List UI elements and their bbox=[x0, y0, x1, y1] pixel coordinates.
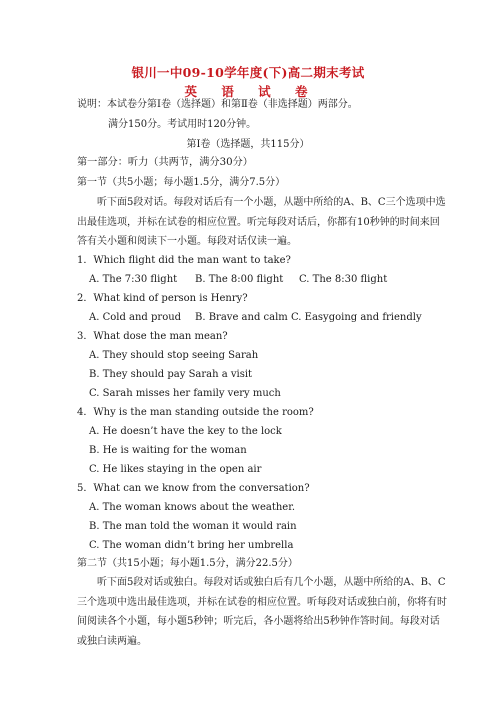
question-5-option-c: C. The woman didn’t bring her umbrella bbox=[89, 540, 294, 551]
question-5-option-b: B. The man told the woman it would rain bbox=[89, 521, 297, 532]
question-5-stem: 5．What can we know from the conversation? bbox=[77, 483, 310, 494]
section-one-heading: 第一节（共5小题；每小题1.5分，满分7.5分） bbox=[77, 177, 286, 188]
section-two-instructions: 听下面5段对话或独白。每段对话或独白后有几个小题，从题中所给的A、B、C三个选项中选出最佳选项，并标在试卷的相应位置。听每段对话或独白前，你将有时间阅读各个小题，每小题5秒钟；听完后，各小题将给出5秒钟作答时间。每段对话或独白读两遍。 bbox=[77, 577, 447, 647]
question-2-option-c: C. Easygoing and friendly bbox=[291, 312, 422, 323]
volume-one-heading: 第Ⅰ卷（选择题，共115分） bbox=[186, 139, 310, 150]
question-1-option-b: B. The 8:00 flight bbox=[195, 274, 284, 285]
intro-line-1: 说明：本试卷分第Ⅰ卷（选择题）和第Ⅱ卷（非选择题）两部分。 bbox=[77, 99, 358, 110]
question-5-option-a: A. The woman knows about the weather. bbox=[89, 502, 296, 513]
question-4-option-c: C. He likes staying in the open air bbox=[89, 464, 262, 475]
exam-title: 银川一中09-10学年度(下)高二期末考试 bbox=[131, 65, 365, 80]
section-two-heading: 第二节（共15小题；每小题1.5分，满分22.5分） bbox=[77, 558, 298, 569]
question-3-option-b: B. They should pay Sarah a visit bbox=[89, 369, 253, 380]
question-4-stem: 4．Why is the man standing outside the room? bbox=[77, 407, 314, 418]
question-4-option-a: A. He doesn’t have the key to the lock bbox=[89, 426, 282, 437]
intro-line-2: 满分150分。考试用时120分钟。 bbox=[108, 119, 257, 130]
question-4-option-b: B. He is waiting for the woman bbox=[89, 445, 247, 456]
question-3-option-a: A. They should stop seeing Sarah bbox=[89, 350, 259, 361]
section-one-instructions: 听下面5段对话。每段对话后有一个小题，从题中所给的A、B、C三个选项中选出最佳选项，并标在试卷的相应位置。听完每段对话后，你都有10秒钟的时间来回答有关小题和阅读下一小题。每段对话仅读一遍。 bbox=[77, 197, 446, 247]
question-3-option-c: C. Sarah misses her family very much bbox=[89, 388, 281, 399]
part-one-heading: 第一部分：听力（共两节，满分30分） bbox=[77, 157, 253, 168]
question-2-option-a: A. Cold and proud bbox=[89, 312, 182, 323]
exam-subtitle: 英 语 试 卷 bbox=[184, 84, 318, 99]
question-3-stem: 3．What dose the man mean? bbox=[77, 331, 228, 342]
question-2-stem: 2．What kind of person is Henry? bbox=[77, 293, 248, 304]
question-1-option-c: C. The 8:30 flight bbox=[299, 274, 388, 285]
question-1-option-a: A. The 7:30 flight bbox=[89, 274, 178, 285]
question-1-stem: 1．Which flight did the man want to take? bbox=[77, 255, 291, 266]
question-2-option-b: B. Brave and calm bbox=[195, 312, 288, 323]
